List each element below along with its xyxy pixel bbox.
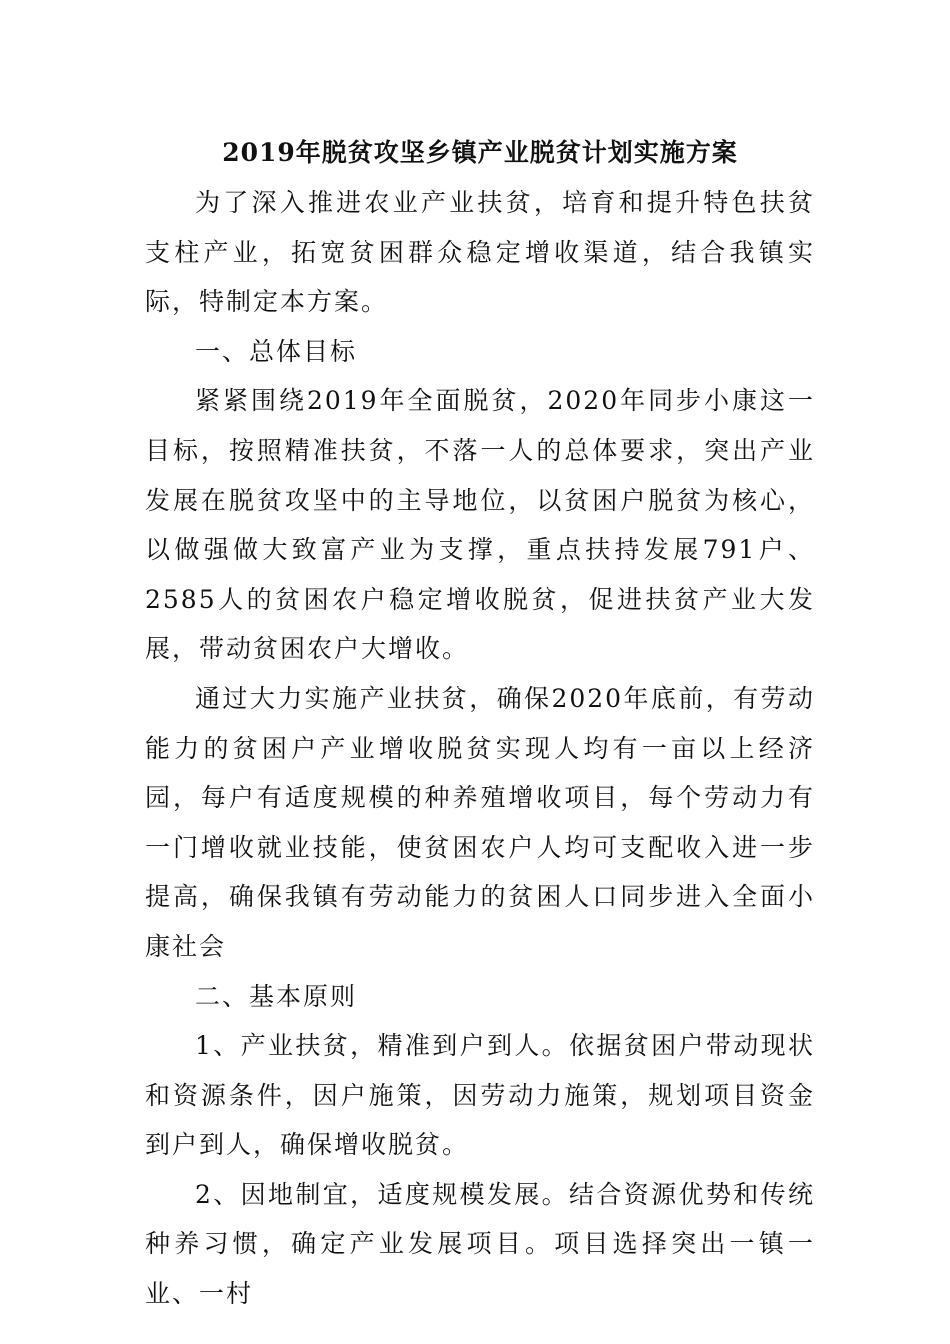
goal-paragraph-1: 紧紧围绕2019年全面脱贫，2020年同步小康这一目标，按照精准扶贫，不落一人的总体要求，突出产业发展在脱贫攻坚中的主导地位，以贫困户脱贫为核心，以做强做大致富产业为支撑，重点扶持发展791户、2585人的贫困农户稳定增收脱贫，促进扶贫产业大发展，带动贫困农户大增收。 (145, 386, 815, 664)
section-heading-basic-principles: 二、基本原则 (195, 981, 358, 1011)
document-body (145, 128, 815, 1319)
intro-paragraph: 为了深入推进农业产业扶贫，培育和提升特色扶贫支柱产业，拓宽贫困群众稳定增收渠道，结合我镇实际，特制定本方案。 (145, 188, 815, 317)
goal-paragraph-2: 通过大力实施产业扶贫，确保2020年底前，有劳动能力的贫困户产业增收脱贫实现人均有一亩以上经济园，每户有适度规模的种养殖增收项目，每个劳动力有一门增收就业技能，使贫困农户人均可支配收入进一步提高，确保我镇有劳动能力的贫困人口同步进入全面小康社会 (145, 683, 815, 961)
principle-paragraph-1: 1、产业扶贫，精准到户到人。依据贫困户带动现状和资源条件，因户施策，因劳动力施策，规划项目资金到户到人，确保增收脱贫。 (145, 1031, 815, 1160)
document-title: 2019年脱贫攻坚乡镇产业脱贫计划实施方案 (222, 138, 738, 167)
section-heading-overall-goals: 一、总体目标 (195, 336, 358, 366)
principle-paragraph-2: 2、因地制宜，适度规模发展。结合资源优势和传统种养习惯，确定产业发展项目。项目选择突出一镇一业、一村 (145, 1179, 815, 1309)
